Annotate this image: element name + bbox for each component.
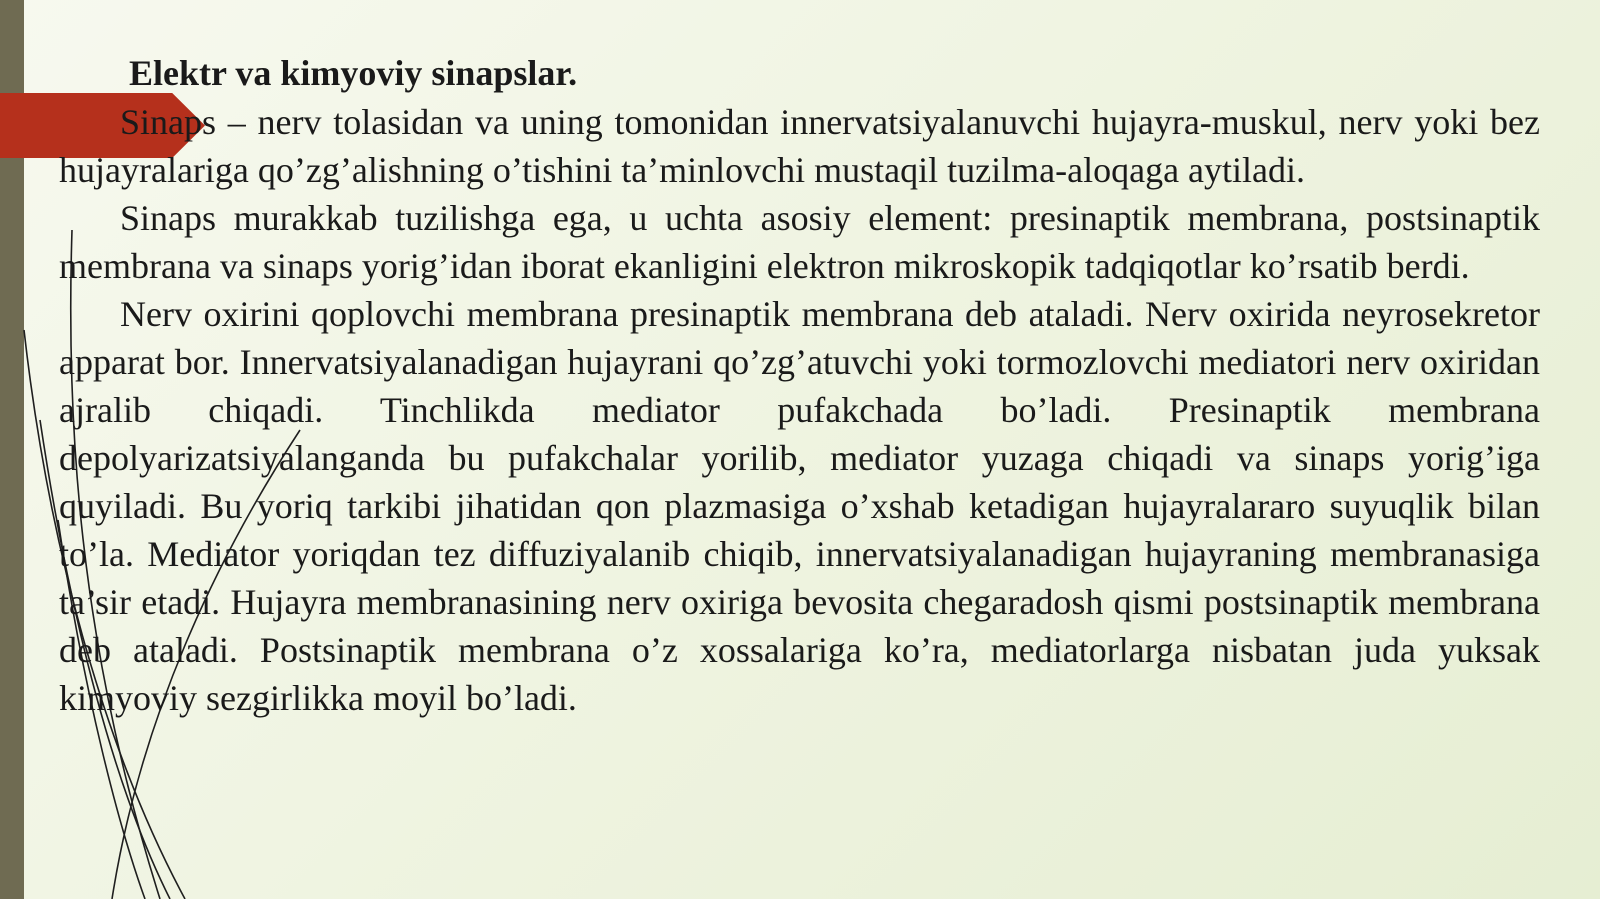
paragraph-membrane-mediator: Nerv oxirini qoplovchi membrana presinaptik membrana deb ataladi. Nerv oxirida neyrosekretor apparat bor. Innervatsiyalanadigan hujayrani qo’zg’atuvchi yoki tormozlovchi mediatori nerv oxiridan ajralib chiqadi. Tinchlikda mediator pufakchada bo’ladi. Presinaptik membrana depolyarizatsiyalanganda bu pufakchalar yorilib, mediator yuzaga chiqadi va sinaps yorig’iga quyiladi. Bu yoriq tarkibi jihatidan qon plazmasiga o’xshab ketadigan hujayralararo suyuqlik bilan to’la. Mediator yoriqdan tez diffuziyalanib chiqib, innervatsiyalanadigan hujayraning membranasiga ta’sir etadi. Hujayra membranasining nerv oxiriga bevosita chegaradosh qismi postsinaptik membrana deb ataladi. Postsinaptik membrana o’z xossalariga ko’ra, mediatorlarga nisbatan juda yuksak kimyoviy sezgirlikka moyil bo’ladi. bbox=[59, 294, 1540, 718]
paragraph-sinaps-structure: Sinaps murakkab tuzilishga ega, u uchta asosiy element: presinaptik membrana, postsinaptik membrana va sinaps yorig’idan iborat ekanligini elektron mikroskopik tadqiqotlar ko’rsatib berdi. bbox=[59, 198, 1540, 286]
slide-body bbox=[59, 98, 1540, 722]
paragraph-sinaps-definition: Sinaps – nerv tolasidan va uning tomonidan innervatsiyalanuvchi hujayra-muskul, nerv yoki bez hujayralariga qo’zg’alishning o’tishini ta’minlovchi mustaqil tuzilma-aloqaga aytiladi. bbox=[59, 102, 1540, 190]
slide-title: Elektr va kimyoviy sinapslar. bbox=[129, 53, 578, 93]
